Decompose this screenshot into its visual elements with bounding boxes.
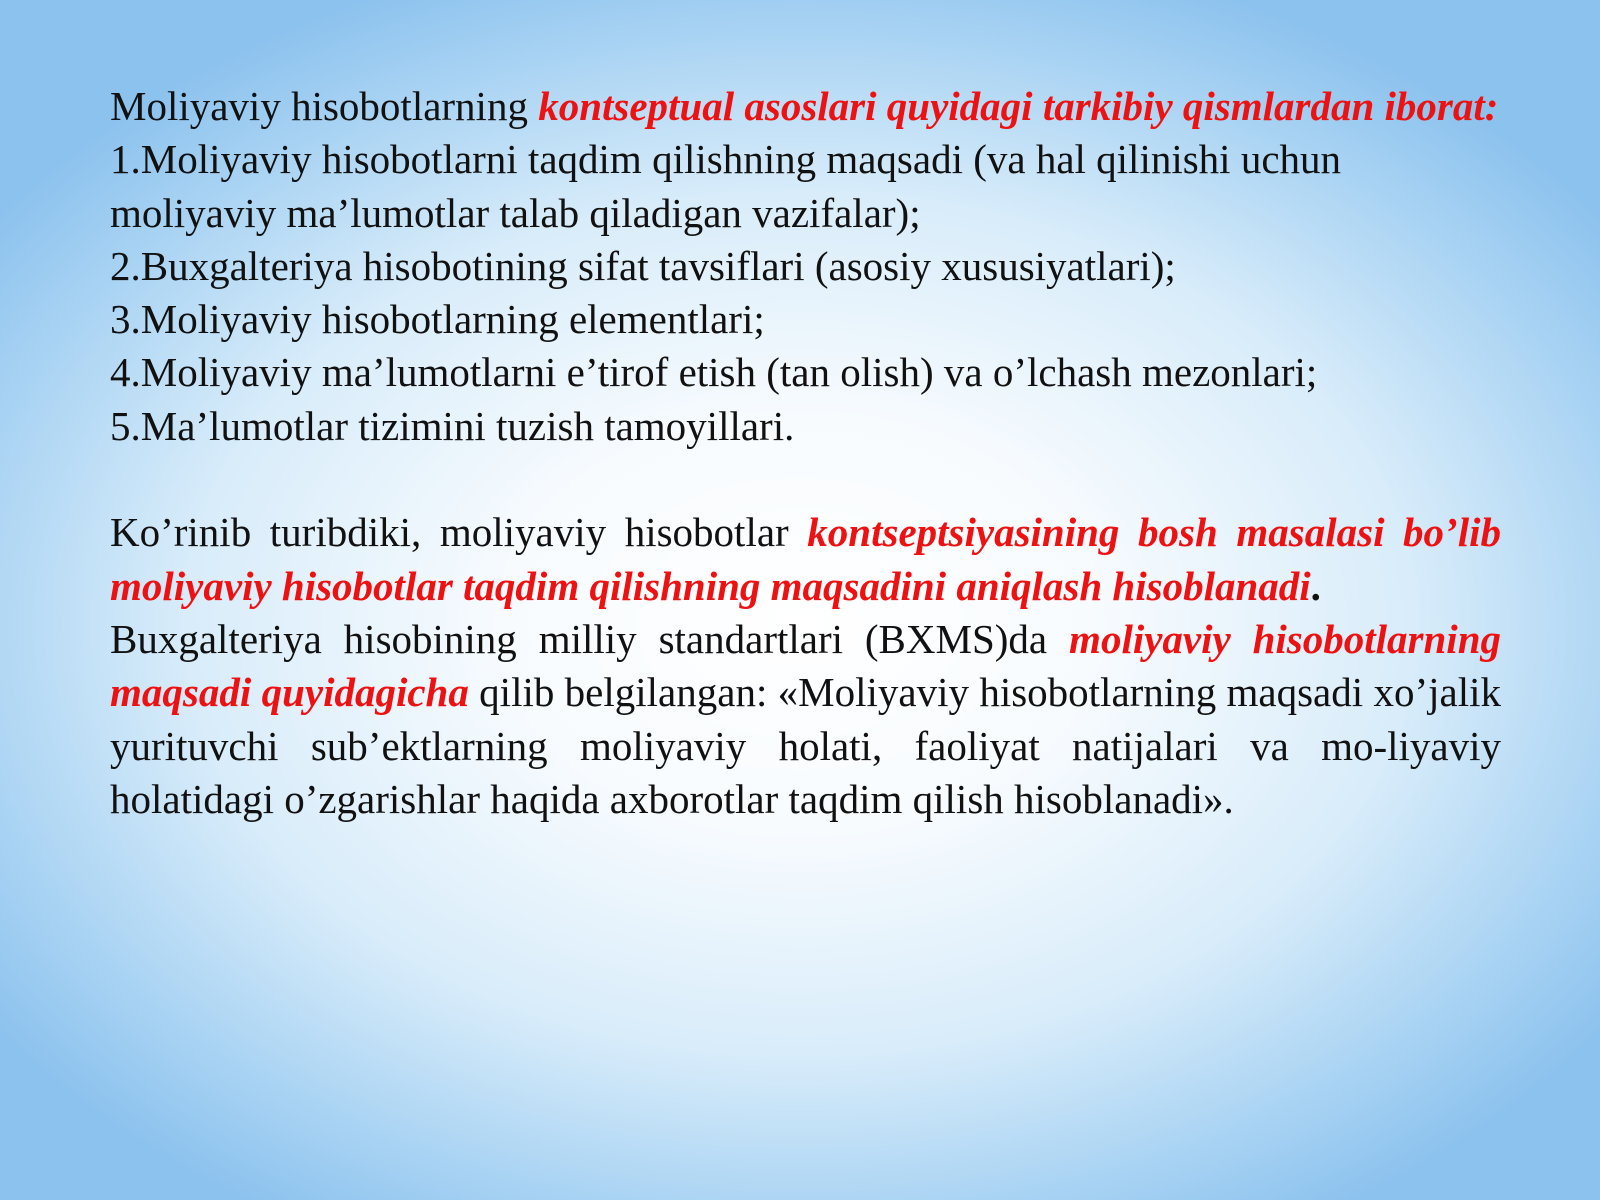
standards-lead: Buxgalteriya hisobining milliy standartlari (BXMS)da bbox=[110, 615, 1070, 662]
list-item: 2.Buxgalteriya hisobotining sifat tavsiflari (asosiy xususiyatlari); bbox=[110, 242, 1176, 289]
conclusion-end: . bbox=[1310, 562, 1321, 609]
conclusion-highlight: kontseptsiyasining bosh masalasi bo’lib moliyaviy hisobotlar taqdim qilishning maqsadini aniqlash hisoblanadi bbox=[110, 509, 1501, 609]
list-item: 1.Moliyaviy hisobotlarni taqdim qilishning maqsadi (va hal qilinishi uchun moliyaviy ma’lumotlar talab qiladigan vazifalar); bbox=[110, 136, 1342, 236]
standards-highlight: moliyaviy hisobotlarning maqsadi quyidagicha bbox=[110, 615, 1501, 716]
list-item: 5.Ma’lumotlar tizimini tuzish tamoyillari. bbox=[110, 402, 795, 449]
list-item: 4.Moliyaviy ma’lumotlarni e’tirof etish (tan olish) va o’lchash mezonlari; bbox=[110, 349, 1318, 396]
slide-body bbox=[110, 80, 1501, 826]
conclusion-lead: Ko’rinib turibdiki, moliyaviy hisobotlar bbox=[110, 509, 808, 556]
intro-lead: Moliyaviy hisobotlarning bbox=[110, 83, 539, 129]
list-item: 3.Moliyaviy hisobotlarning elementlari; bbox=[110, 296, 765, 343]
components-list bbox=[110, 133, 1501, 453]
conclusion-paragraph bbox=[110, 506, 1501, 613]
standards-tail: qilib belgilangan: «Moliyaviy hisobotlarning maqsadi xo’jalik yurituvchi sub’ektlarning moliyaviy holati, faoliyat natijalari va mo-liyaviy holatidagi o’zgarishlar haqida axborotlar taqdim qilish hisoblanadi». bbox=[110, 669, 1502, 822]
paragraph-spacer bbox=[110, 453, 1501, 506]
intro-paragraph bbox=[110, 80, 1501, 133]
intro-highlight: kontseptual asoslari quyidagi tarkibiy qismlardan iborat: bbox=[538, 83, 1499, 129]
standards-paragraph bbox=[110, 613, 1501, 826]
